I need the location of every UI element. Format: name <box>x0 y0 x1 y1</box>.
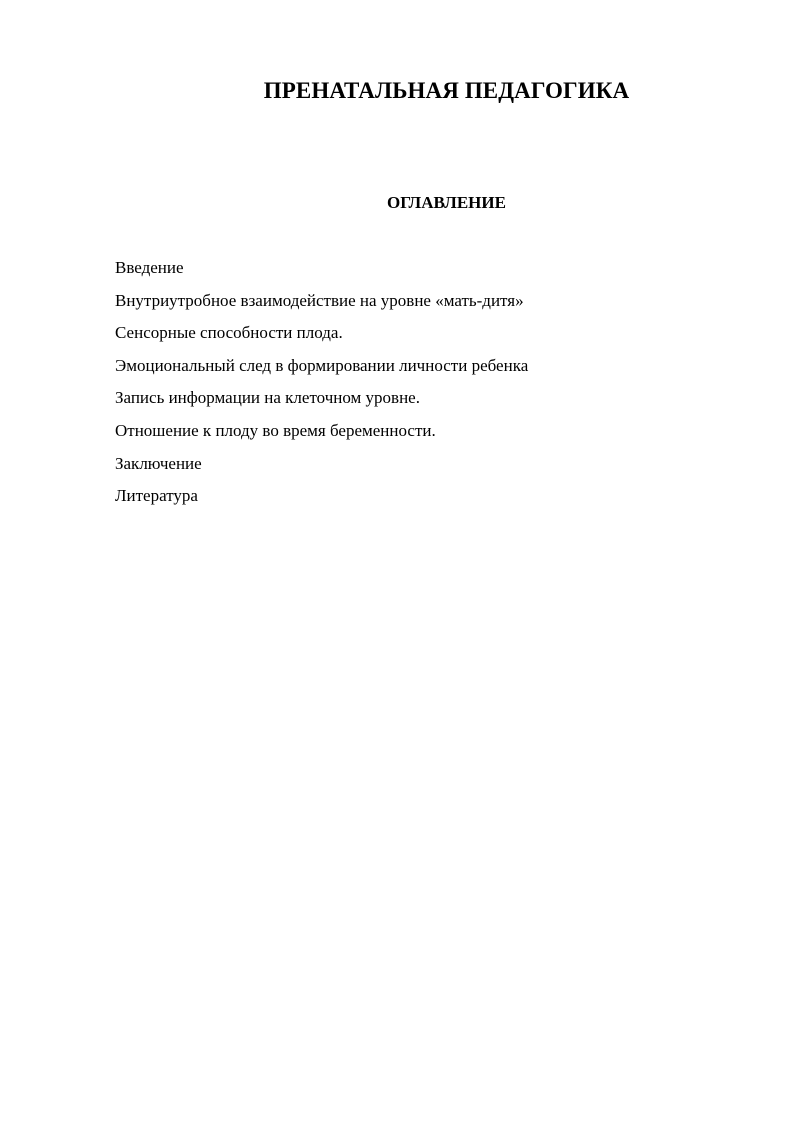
toc-item-attitude-during-pregnancy: Отношение к плоду во время беременности. <box>115 420 436 440</box>
toc-item-sensory-abilities: Сенсорные способности плода. <box>115 323 343 343</box>
toc-item-conclusion: Заключение <box>115 453 202 473</box>
document-title: ПРЕНАТАЛЬНАЯ ПЕДАГОГИКА <box>263 78 630 103</box>
table-of-contents <box>115 257 755 518</box>
toc-item-mother-child-interaction: Внутриутробное взаимодействие на уровне «мать-дитя» <box>115 290 524 310</box>
toc-item-literature: Литература <box>115 486 198 506</box>
toc-item-emotional-trace: Эмоциональный след в формировании личности ребенка <box>115 355 529 375</box>
toc-item-cellular-recording: Запись информации на клеточном уровне. <box>115 388 420 408</box>
toc-item-introduction: Введение <box>115 258 184 277</box>
toc-heading: ОГЛАВЛЕНИЕ <box>387 193 506 212</box>
